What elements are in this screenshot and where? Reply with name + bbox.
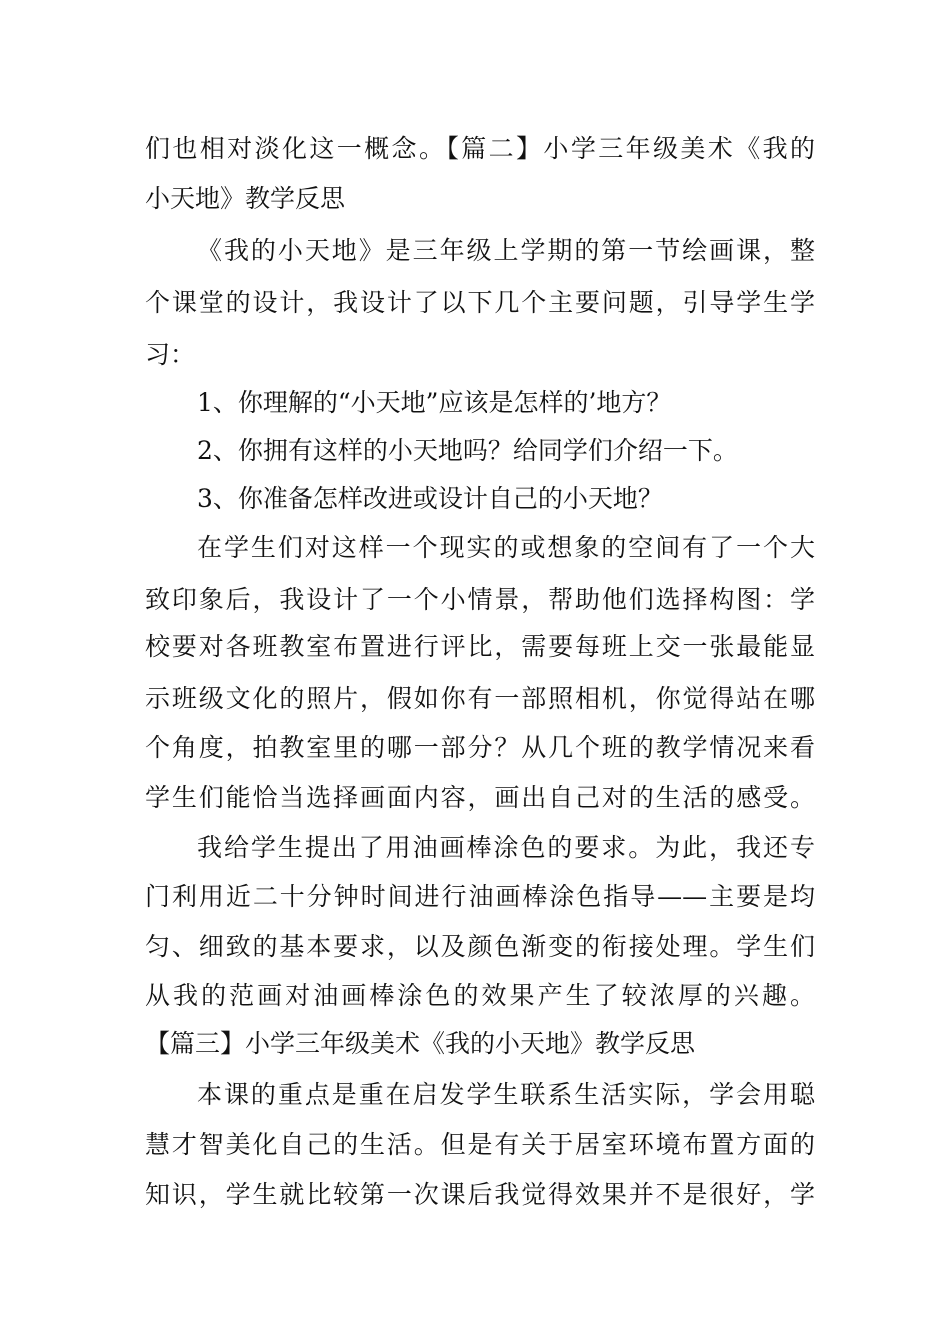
text-line: 小天地》教学反思 xyxy=(145,184,346,213)
text-line: 在学生们对这样一个现实的或想象的空间有了一个大 xyxy=(197,533,815,562)
text-line: 个角度，拍教室里的哪一部分？从几个班的教学情况来看 xyxy=(145,733,815,762)
text-line: 习： xyxy=(145,340,196,369)
text-line: 本课的重点是重在启发学生联系生活实际，学会用聪 xyxy=(197,1080,815,1109)
text-line: 慧才智美化自己的生活。但是有关于居室环境布置方面的 xyxy=(145,1130,815,1159)
text-line: 校要对各班教室布置进行评比，需要每班上交一张最能显 xyxy=(145,632,815,661)
text-line: 匀、细致的基本要求，以及颜色渐变的衔接处理。学生们 xyxy=(145,932,815,961)
text-line: 2、你拥有这样的小天地吗？给同学们介绍一下。 xyxy=(197,436,738,465)
text-line: 《我的小天地》是三年级上学期的第一节绘画课，整 xyxy=(197,236,815,265)
text-line: 从我的范画对油画棒涂色的效果产生了较浓厚的兴趣。 xyxy=(145,981,815,1010)
text-line: 1、你理解的“小天地”应该是怎样的’地方？ xyxy=(197,388,672,417)
text-line: 学生们能恰当选择画面内容，画出自己对的生活的感受。 xyxy=(145,783,815,812)
text-line: 致印象后，我设计了一个小情景，帮助他们选择构图：学 xyxy=(145,585,815,614)
text-line: 示班级文化的照片，假如你有一部照相机，你觉得站在哪 xyxy=(145,684,815,713)
text-line: 门利用近二十分钟时间进行油画棒涂色指导——主要是均 xyxy=(145,882,815,911)
text-line: 我给学生提出了用油画棒涂色的要求。为此，我还专 xyxy=(197,833,815,862)
text-line: 们也相对淡化这一概念。【篇二】小学三年级美术《我的 xyxy=(145,134,815,163)
text-line: 3、你准备怎样改进或设计自己的小天地？ xyxy=(197,484,663,513)
text-line: 个课堂的设计，我设计了以下几个主要问题，引导学生学 xyxy=(145,288,815,317)
text-line: 知识，学生就比较第一次课后我觉得效果并不是很好，学 xyxy=(145,1180,815,1209)
section-heading: 【篇三】小学三年级美术《我的小天地》教学反思 xyxy=(145,1029,696,1058)
